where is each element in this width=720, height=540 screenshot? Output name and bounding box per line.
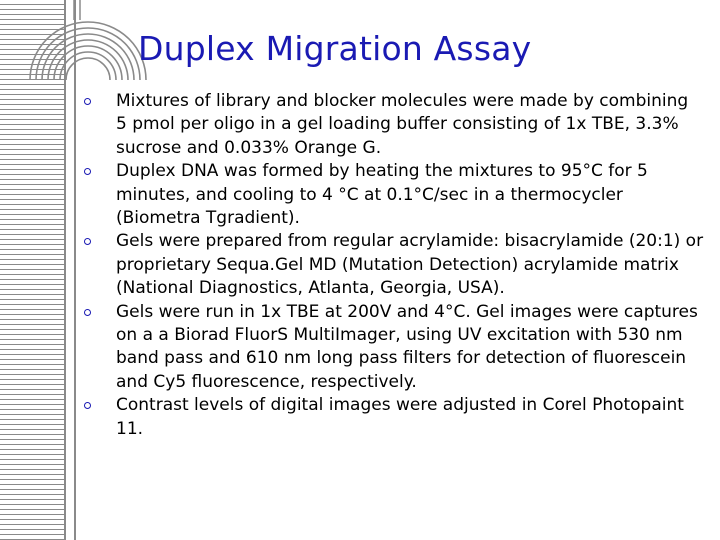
arc-decoration xyxy=(18,0,158,100)
bullet-ring-icon xyxy=(84,402,91,409)
bullet-text: Gels were run in 1x TBE at 200V and 4°C. Gel images were captures on a a Biorad FluorS MultiImager, using UV excitation with 530 nm band pass and 610 nm long pass filters for detection of fluorescein and Cy5 fluorescence, respectively. xyxy=(116,301,698,392)
bullet-text: Contrast levels of digital images were adjusted in Corel Photopaint 11. xyxy=(116,395,684,439)
bullet-item xyxy=(84,90,704,160)
bullet-ring-icon xyxy=(84,98,91,105)
bullet-text: Mixtures of library and blocker molecules were made by combining 5 pmol per oligo in a gel loading buffer consisting of 1x TBE, 3.3% sucrose and 0.033% Orange G. xyxy=(116,91,689,158)
bullet-text: Duplex DNA was formed by heating the mixtures to 95°C for 5 minutes, and cooling to 4 °C at 0.1°C/sec in a thermocycler (Biometra Tgradient). xyxy=(116,161,648,229)
bullet-text: Gels were prepared from regular acrylamide: bisacrylamide (20:1) or proprietary Sequa.Gel MD (Mutation Detection) acrylamide matrix (National Diagnostics, Atlanta, Georgia, USA). xyxy=(116,231,704,299)
bullet-item xyxy=(84,230,704,300)
slide-title: Duplex Migration Assay xyxy=(138,29,532,68)
bullet-list xyxy=(84,90,704,441)
bullet-item xyxy=(84,301,704,395)
bullet-item xyxy=(84,394,704,441)
bullet-item xyxy=(84,160,704,230)
bullet-ring-icon xyxy=(84,168,91,175)
bullet-ring-icon xyxy=(84,309,91,316)
bullet-ring-icon xyxy=(84,238,91,245)
